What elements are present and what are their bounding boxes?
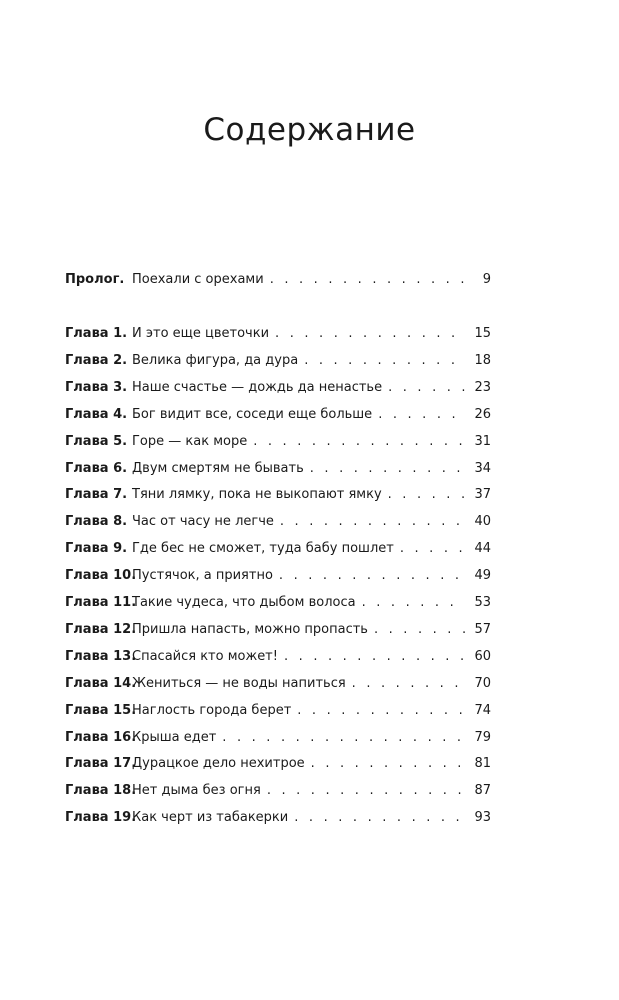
- toc-entry-label: Глава 14.: [65, 675, 137, 691]
- toc-entry-chapter-8: [65, 513, 491, 531]
- toc-entry-chapter-16: [65, 729, 491, 747]
- toc-entry-chapter-11: [65, 594, 491, 612]
- toc-entry-chapter-12: [65, 621, 491, 639]
- dot-leader: [352, 675, 465, 693]
- toc-entry-chapter-2: [65, 352, 491, 370]
- toc-entry-chapter-18: [65, 782, 491, 800]
- toc-entry-title: Такие чудеса, что дыбом волоса: [132, 595, 356, 610]
- toc-entry-title: Тяни лямку, пока не выкопают ямку: [132, 487, 382, 503]
- toc-entry-title: Нет дыма без огня: [132, 783, 261, 799]
- toc-entry-page: 60: [474, 648, 491, 664]
- toc-entry-title: Наглость города берет: [132, 702, 292, 718]
- toc-entry-page: 34: [474, 460, 491, 476]
- toc-entry-title: Как черт из табакерки: [132, 810, 289, 826]
- toc-entry-title: Двум смертям не бывать: [132, 460, 304, 476]
- dot-leader: [294, 809, 465, 827]
- toc-entry-label: Глава 16.: [65, 729, 137, 745]
- toc-entry-page: 31: [474, 433, 491, 449]
- toc-entry-title: Наше счастье — дождь да ненастье: [132, 379, 383, 395]
- toc-entry-label: Глава 12.: [65, 621, 137, 637]
- dot-leader: [388, 486, 465, 504]
- dot-leader: [267, 782, 465, 800]
- toc-entry-chapter-9: [65, 540, 491, 558]
- dot-leader: [311, 755, 465, 773]
- toc-entry-chapter-14: [65, 675, 491, 693]
- toc-entry-page: 15: [474, 326, 491, 341]
- toc-entry-title: Где бес не сможет, туда бабу пошлет: [132, 541, 394, 557]
- toc-entry-chapter-10: [65, 567, 491, 585]
- toc-entry-page: 57: [474, 621, 491, 637]
- toc-entry-label: Глава 13.: [65, 648, 137, 664]
- toc-entry-page: 81: [474, 756, 491, 772]
- toc-entry-chapter-1: [65, 325, 491, 343]
- toc-entry-label: Глава 7.: [65, 487, 128, 503]
- toc-entry-page: 37: [474, 487, 491, 503]
- toc-entry-title: Час от часу не легче: [132, 514, 274, 530]
- toc-entry-chapter-6: [65, 460, 491, 478]
- toc-entry-label: Глава 8.: [65, 514, 128, 530]
- toc-entry-page: 40: [474, 514, 491, 530]
- toc-entry-label: Глава 1.: [65, 326, 128, 341]
- dot-leader: [297, 702, 465, 720]
- toc-entry-chapter-13: [65, 648, 491, 666]
- toc-entry-chapter-3: [65, 379, 491, 397]
- dot-leader: [280, 513, 465, 531]
- page-title: Содержание: [203, 112, 416, 148]
- toc-entry-chapter-5: [65, 433, 491, 451]
- toc-entry-label: Глава 17.: [65, 756, 137, 772]
- toc-entry-page: 23: [474, 379, 491, 395]
- toc-entry-page: 9: [482, 272, 491, 287]
- toc-entry-label: Глава 5.: [65, 433, 128, 449]
- toc-entry-chapter-19: [65, 809, 491, 827]
- dot-leader: [310, 460, 465, 478]
- dot-leader: [270, 271, 465, 289]
- dot-leader: [400, 540, 465, 558]
- toc-entry-title: Дурацкое дело нехитрое: [132, 756, 305, 772]
- toc-entry-title: Горе — как море: [132, 433, 248, 449]
- toc-entry-title: Крыша едет: [132, 729, 217, 745]
- dot-leader: [279, 567, 465, 585]
- toc-entry-label: Глава 15.: [65, 702, 137, 718]
- toc-entry-label: Глава 18.: [65, 783, 137, 799]
- toc-entry-title: Велика фигура, да дура: [132, 352, 299, 368]
- toc-entry-chapter-15: [65, 702, 491, 720]
- toc-entry-chapter-17: [65, 755, 491, 773]
- toc-entry-page: 93: [474, 810, 491, 826]
- toc-entry-page: 74: [474, 702, 491, 718]
- dot-leader: [378, 406, 465, 424]
- toc-entry-label: Глава 10.: [65, 568, 137, 584]
- toc-entry-prologue: [65, 271, 491, 289]
- toc-entry-label: Глава 2.: [65, 352, 128, 368]
- toc-entry-label: Пролог.: [65, 272, 125, 287]
- dot-leader: [304, 352, 465, 370]
- toc-entry-page: 44: [474, 541, 491, 557]
- dot-leader: [374, 621, 465, 639]
- dot-leader: [253, 433, 465, 451]
- toc-entry-title: Спасайся кто может!: [132, 648, 278, 664]
- toc-entry-page: 70: [474, 675, 491, 691]
- toc-entry-title: Бог видит все, соседи еще больше: [132, 406, 373, 422]
- toc-entry-label: Глава 9.: [65, 541, 128, 557]
- toc-entry-page: 49: [474, 568, 491, 584]
- toc-entry-label: Глава 19.: [65, 810, 137, 826]
- toc-entry-label: Глава 6.: [65, 460, 128, 476]
- dot-leader: [275, 325, 465, 343]
- toc-entry-chapter-4: [65, 406, 491, 424]
- toc-entry-chapter-7: [65, 486, 491, 504]
- toc-entry-title: Жениться — не воды напиться: [132, 675, 346, 691]
- toc-entry-page: 26: [474, 406, 491, 422]
- toc-entry-title: Пустячок, а приятно: [132, 568, 273, 584]
- dot-leader: [362, 594, 465, 612]
- toc-entry-label: Глава 4.: [65, 406, 128, 422]
- dot-leader: [388, 379, 465, 397]
- toc-entry-page: 79: [474, 729, 491, 745]
- toc-entry-page: 87: [474, 783, 491, 799]
- toc-entry-label: Глава 11.: [65, 595, 137, 610]
- toc-entry-title: Поехали с орехами: [132, 272, 264, 287]
- dot-leader: [222, 729, 465, 747]
- dot-leader: [284, 648, 465, 666]
- toc-entry-title: И это еще цветочки: [132, 326, 270, 341]
- toc-entry-page: 53: [474, 595, 491, 610]
- toc-entry-label: Глава 3.: [65, 379, 128, 395]
- toc-entry-title: Пришла напасть, можно пропасть: [132, 621, 368, 637]
- toc-entry-page: 18: [474, 352, 491, 368]
